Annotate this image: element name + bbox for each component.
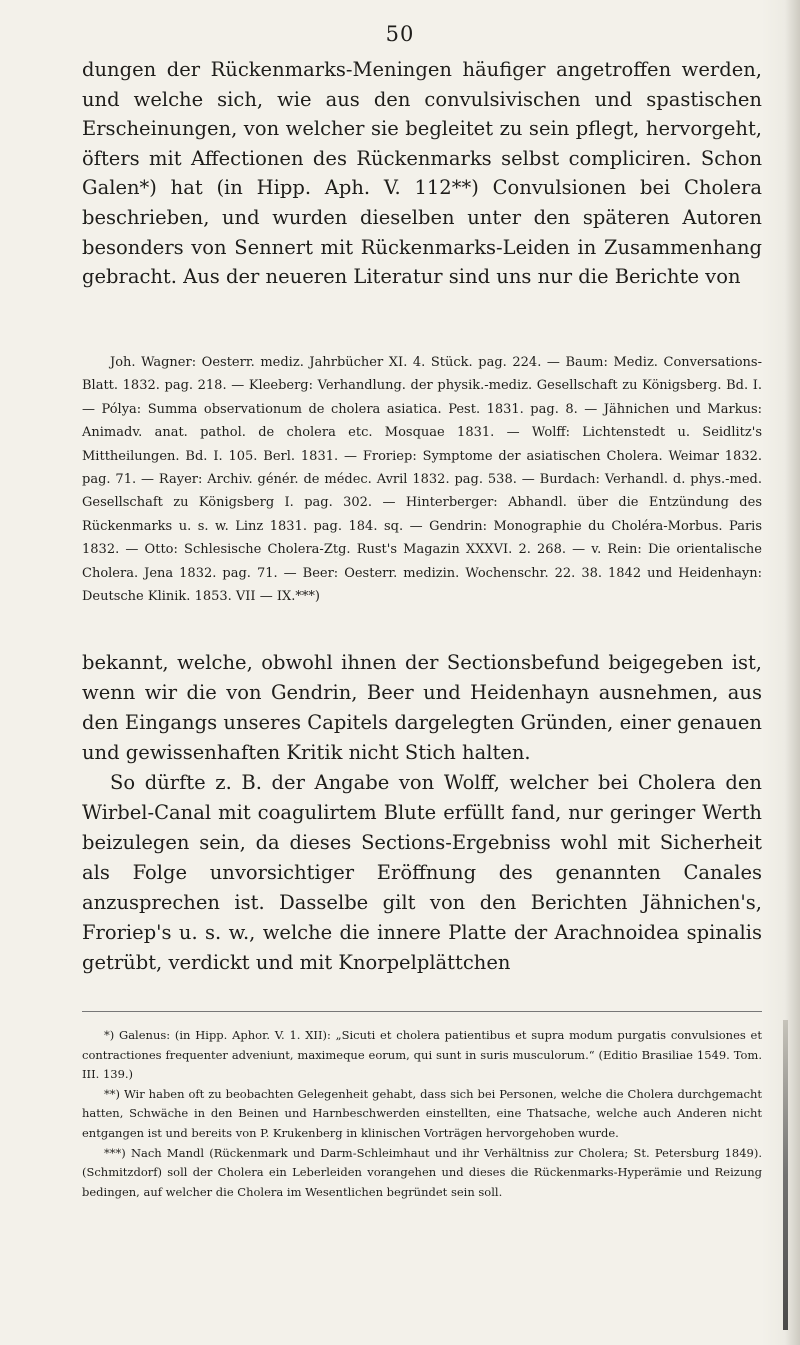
page-edge-binding bbox=[783, 1020, 788, 1330]
body-text-block bbox=[82, 648, 762, 978]
footnote-divider bbox=[82, 1011, 762, 1012]
body-paragraph-1: bekannt, welche, obwohl ihnen der Sectionsbefund beigegeben ist, wenn wir die von Gendrin, Beer und Heidenhayn ausnehmen, aus den Eingangs unseres Capitels dargelegten Gründen, einer genauen und gewissenhaften Kritik nicht Stich halten. bbox=[82, 651, 762, 764]
footnote-3: ***) Nach Mandl (Rückenmark und Darm-Schleimhaut und ihr Verhältniss zur Cholera; St. Petersburg 1849). (Schmitzdorf) soll der Cholera ein Leberleiden vorangehen und dieses die Rückenmarks-Hyperämie und Reizung bedingen, auf welcher die Cholera im Wesentlichen begründet sein soll. bbox=[82, 1145, 762, 1199]
footnotes-block bbox=[82, 1026, 762, 1202]
body-paragraph-2: So dürfte z. B. der Angabe von Wolff, welcher bei Cholera den Wirbel-Canal mit coagulirtem Blute erfüllt fand, nur geringer Werth beizulegen sein, da dieses Sections-Ergebniss wohl mit Sicherheit als Folge unvorsichtiger Eröffnung des genannten Canales anzusprechen ist. Dasselbe gilt von den Berichten Jähnichen's, Froriep's u. s. w., welche die innere Platte der Arachnoidea spinalis getrübt, verdickt und mit Knorpelplättchen bbox=[82, 771, 762, 974]
intro-text-block bbox=[82, 55, 762, 292]
intro-paragraph: dungen der Rückenmarks-Meningen häufiger angetroffen werden, und welche sich, wie aus den convulsivischen und spastischen Erscheinungen, von welcher sie begleitet zu sein pflegt, hervorgeht, öfters mit Affectionen des Rückenmarks selbst compliciren. Schon Galen*) hat (in Hipp. Aph. V. 112**) Convulsionen bei Cholera beschrieben, und wurden dieselben unter den späteren Autoren besonders von Sennert mit Rückenmarks-Leiden in Zusammenhang gebracht. Aus der neueren Literatur sind uns nur die Berichte von bbox=[82, 58, 762, 289]
page-number: 50 bbox=[385, 22, 415, 46]
footnote-1: *) Galenus: (in Hipp. Aphor. V. 1. XII): „Sicuti et cholera patientibus et supra modum purgatis convulsiones et contractiones frequenter adveniunt, maximeque eorum, qui sunt in suris musculorum.“ (Editio Brasiliae 1549. Tom. III. 139.) bbox=[82, 1028, 762, 1082]
references-paragraph: Joh. Wagner: Oesterr. mediz. Jahrbücher XI. 4. Stück. pag. 224. — Baum: Mediz. Conversations-Blatt. 1832. pag. 218. — Kleeberg: Verhandlung. der physik.-mediz. Gesellschaft zu Königsberg. Bd. I. — Pólya: Summa observationum de cholera asiatica. Pest. 1831. pag. 8. — Jähnichen und Markus: Animadv. anat. pathol. de cholera etc. Mosquae 1831. — Wolff: Lichtenstedt u. Seidlitz's Mittheilungen. Bd. I. 105. Berl. 1831. — Froriep: Symptome der asiatischen Cholera. Weimar 1832. pag. 71. — Rayer: Archiv. génér. de médec. Avril 1832. pag. 538. — Burdach: Verhandl. d. phys.-med. Gesellschaft zu Königsberg I. pag. 302. — Hinterberger: Abhandl. über die Entzündung des Rückenmarks u. s. w. Linz 1831. pag. 184. sq. — Gendrin: Monographie du Choléra-Morbus. Paris 1832. — Otto: Schlesische Cholera-Ztg. Rust's Magazin XXXVI. 2. 268. — v. Rein: Die orientalische Cholera. Jena 1832. pag. 71. — Beer: Oesterr. medizin. Wochenschr. 22. 38. 1842 und Heidenhayn: Deutsche Klinik. 1853. VII — IX.***) bbox=[82, 355, 762, 605]
page-edge-shadow bbox=[762, 0, 800, 1345]
footnote-2: **) Wir haben oft zu beobachten Gelegenheit gehabt, dass sich bei Personen, welche die Cholera durchgemacht hatten, Schwäche in den Beinen und Harnbeschwerden einstellten, eine Thatsache, welche auch Anderen nicht entgangen ist und bereits von P. Krukenberg in klinischen Vorträgen hervorgehoben wurde. bbox=[82, 1086, 762, 1140]
references-block bbox=[82, 351, 762, 608]
